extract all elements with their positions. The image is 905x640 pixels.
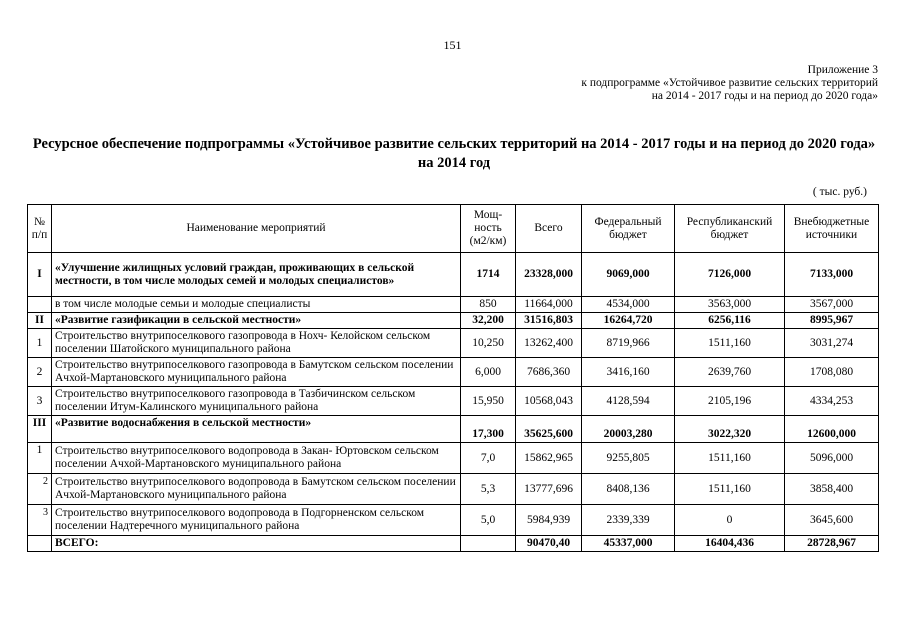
document-title: Ресурсное обеспечение подпрограммы «Устойчивое развитие сельских территорий на 2014 - 2017 годы и на период до 2020 года» на 2014 год [32, 136, 876, 171]
row-republic: 1511,160 [675, 329, 785, 358]
header-extra: Внебюджетные источники [785, 205, 879, 253]
header-republic: Республиканский бюджет [675, 205, 785, 253]
row-capacity: 15,950 [461, 387, 516, 416]
header-federal: Федеральный бюджет [582, 205, 675, 253]
row-federal: 16264,720 [582, 313, 675, 329]
row-capacity [461, 536, 516, 552]
row-extra: 5096,000 [785, 443, 879, 474]
row-total: 5984,939 [516, 505, 582, 536]
row-republic: 1511,160 [675, 474, 785, 505]
row-extra: 3858,400 [785, 474, 879, 505]
row-extra: 1708,080 [785, 358, 879, 387]
row-capacity: 7,0 [461, 443, 516, 474]
row-num: II [28, 313, 52, 329]
page-number: 151 [443, 38, 462, 52]
row-capacity: 6,000 [461, 358, 516, 387]
row-extra: 4334,253 [785, 387, 879, 416]
appendix-line-3: на 2014 - 2017 годы и на период до 2020 года» [651, 90, 878, 102]
row-capacity: 17,300 [461, 416, 516, 443]
row-republic: 3022,320 [675, 416, 785, 443]
row-capacity: 32,200 [461, 313, 516, 329]
row-republic: 7126,000 [675, 253, 785, 297]
row-num: 2 [28, 474, 52, 505]
row-num: 1 [28, 443, 52, 474]
row-name: Строительство внутрипоселкового водопровода в Подгорненском сельском поселении Надтеречного муниципального района [52, 505, 461, 536]
table-header-row [28, 205, 879, 253]
row-total: 7686,360 [516, 358, 582, 387]
row-federal: 3416,160 [582, 358, 675, 387]
row-num [28, 536, 52, 552]
row-capacity: 5,0 [461, 505, 516, 536]
row-extra: 7133,000 [785, 253, 879, 297]
resource-table [27, 204, 879, 552]
header-num: № п/п [28, 205, 52, 253]
row-capacity: 1714 [461, 253, 516, 297]
row-federal: 9255,805 [582, 443, 675, 474]
row-total: 13777,696 [516, 474, 582, 505]
row-name: «Улучшение жилищных условий граждан, проживающих в сельской местности, в том числе молодых семей и молодых специалистов» [52, 253, 461, 297]
row-name: Строительство внутрипоселкового газопровода в Бамутском сельском поселении Ачхой-Мартановского муниципального района [52, 358, 461, 387]
unit-label: ( тыс. руб.) [812, 186, 867, 198]
table-row [28, 505, 879, 536]
row-republic: 1511,160 [675, 443, 785, 474]
header-total: Всего [516, 205, 582, 253]
row-federal: 2339,339 [582, 505, 675, 536]
row-name: Строительство внутрипоселкового газопровода в Нохч- Келойском сельском поселении Шатойского муниципального района [52, 329, 461, 358]
header-name: Наименование мероприятий [52, 205, 461, 253]
row-num: 2 [28, 358, 52, 387]
row-republic: 3563,000 [675, 297, 785, 313]
row-total: 13262,400 [516, 329, 582, 358]
row-name: ВСЕГО: [52, 536, 461, 552]
table-row [28, 297, 879, 313]
row-total: 35625,600 [516, 416, 582, 443]
row-federal: 4128,594 [582, 387, 675, 416]
row-federal: 8408,136 [582, 474, 675, 505]
row-capacity: 10,250 [461, 329, 516, 358]
row-extra: 12600,000 [785, 416, 879, 443]
table-row [28, 474, 879, 505]
row-total: 31516,803 [516, 313, 582, 329]
row-num: 1 [28, 329, 52, 358]
table-row [28, 443, 879, 474]
row-num: III [28, 416, 52, 443]
row-republic: 2105,196 [675, 387, 785, 416]
row-republic: 2639,760 [675, 358, 785, 387]
appendix-line-2: к подпрограмме «Устойчивое развитие сельских территорий [581, 77, 878, 89]
row-name: Строительство внутрипоселкового водопровода в Бамутском сельском поселении Ачхой-Мартановского муниципального района [52, 474, 461, 505]
row-federal: 9069,000 [582, 253, 675, 297]
appendix-line-1: Приложение 3 [807, 64, 878, 76]
row-capacity: 850 [461, 297, 516, 313]
row-total: 23328,000 [516, 253, 582, 297]
row-num: 3 [28, 505, 52, 536]
row-extra: 8995,967 [785, 313, 879, 329]
row-extra: 3645,600 [785, 505, 879, 536]
row-federal: 4534,000 [582, 297, 675, 313]
row-total: 15862,965 [516, 443, 582, 474]
row-name: Строительство внутрипоселкового газопровода в Тазбичинском сельском поселении Итум-Калинского муниципального района [52, 387, 461, 416]
row-federal: 45337,000 [582, 536, 675, 552]
row-name: Строительство внутрипоселкового водопровода в Закан- Юртовском сельском поселении Ачхой-Мартановского муниципального района [52, 443, 461, 474]
row-federal: 8719,966 [582, 329, 675, 358]
row-total: 10568,043 [516, 387, 582, 416]
row-republic: 6256,116 [675, 313, 785, 329]
row-total: 11664,000 [516, 297, 582, 313]
row-capacity: 5,3 [461, 474, 516, 505]
table-row [28, 416, 879, 443]
row-republic: 0 [675, 505, 785, 536]
row-federal: 20003,280 [582, 416, 675, 443]
table-row [28, 358, 879, 387]
row-extra: 3567,000 [785, 297, 879, 313]
row-num [28, 297, 52, 313]
table-row [28, 313, 879, 329]
row-name: «Развитие водоснабжения в сельской местности» [52, 416, 461, 443]
row-total: 90470,40 [516, 536, 582, 552]
row-republic: 16404,436 [675, 536, 785, 552]
table-row [28, 387, 879, 416]
row-num: 3 [28, 387, 52, 416]
table-row [28, 329, 879, 358]
appendix-note [581, 64, 878, 103]
row-extra: 28728,967 [785, 536, 879, 552]
row-extra: 3031,274 [785, 329, 879, 358]
row-name: в том числе молодые семьи и молодые специалисты [52, 297, 461, 313]
row-name: «Развитие газификации в сельской местности» [52, 313, 461, 329]
row-num: I [28, 253, 52, 297]
table-row [28, 253, 879, 297]
table-row [28, 536, 879, 552]
header-capacity: Мощ-ность (м2/км) [461, 205, 516, 253]
